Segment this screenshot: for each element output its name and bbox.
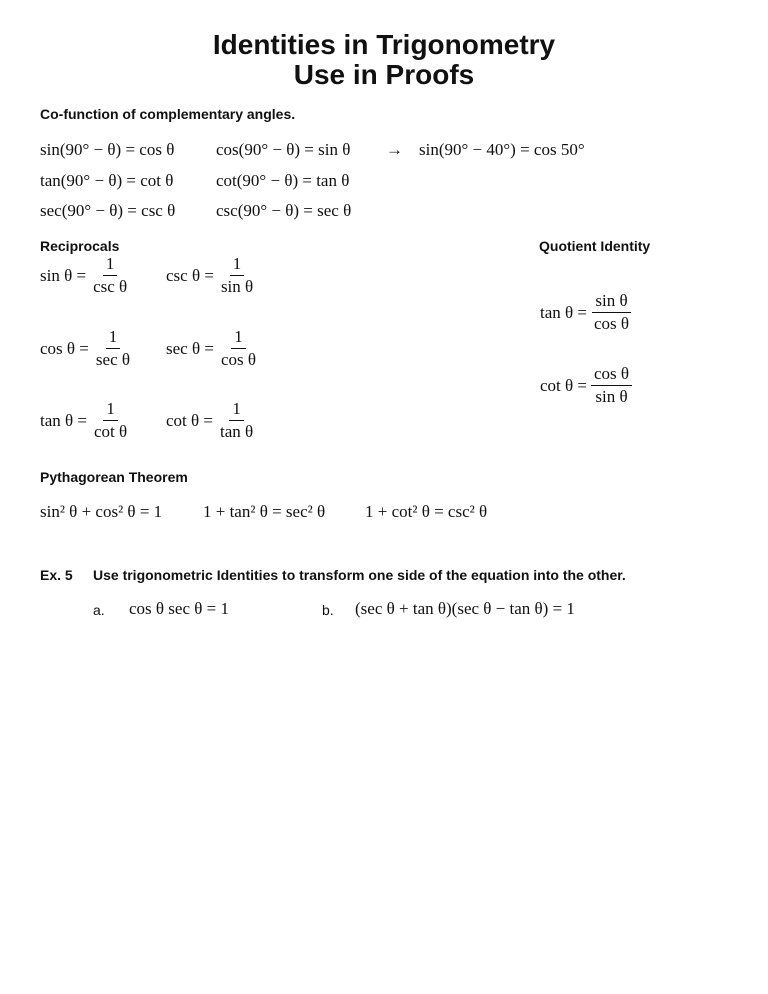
fraction [218, 254, 256, 297]
fraction-numerator: 1 [103, 254, 118, 276]
page-subtitle: Use in Proofs [293, 59, 475, 90]
pythagorean-identity: sin² θ + cos² θ = 1 [40, 502, 163, 521]
fraction-denominator: cos θ [594, 314, 630, 333]
part-label: a. [93, 602, 105, 618]
fraction [591, 291, 632, 334]
fraction-numerator: sin θ [592, 291, 630, 313]
identity-lhs: sec θ = [166, 338, 214, 358]
reciprocal-identity [166, 399, 256, 442]
identity-lhs: cot θ = [166, 410, 213, 430]
fraction-denominator: sec θ [95, 350, 131, 369]
example-instruction: Use trigonometric Identities to transform one side of the equation into the other. [93, 567, 626, 583]
cofunction-identity: cos(90° − θ) = sin θ [216, 140, 351, 159]
fraction [93, 327, 133, 370]
reciprocal-identity [166, 254, 256, 297]
cofunction-example: sin(90° − 40°) = cos 50° [419, 140, 585, 159]
example-label: Ex. 5 [40, 567, 73, 583]
fraction-numerator: 1 [103, 399, 118, 421]
pythagorean-heading: Pythagorean Theorem [40, 469, 188, 485]
fraction [217, 399, 256, 442]
fraction-denominator: sin θ [595, 387, 628, 406]
identity-lhs: cot θ = [540, 375, 587, 395]
reciprocal-identity [40, 254, 130, 297]
fraction-denominator: sin θ [220, 277, 254, 296]
reciprocal-identity [40, 327, 133, 370]
quotient-heading: Quotient Identity [539, 238, 651, 254]
reciprocal-identity [40, 399, 130, 442]
identity-lhs: csc θ = [166, 265, 214, 285]
quotient-identity [540, 364, 632, 407]
reciprocals-heading: Reciprocals [40, 238, 120, 254]
part-expression: (sec θ + tan θ)(sec θ − tan θ) = 1 [355, 599, 575, 618]
identity-lhs: cos θ = [40, 338, 89, 358]
cofunction-heading: Co-function of complementary angles. [40, 106, 296, 122]
page-title: Identities in Trigonometry [212, 29, 556, 60]
reciprocal-identity [166, 327, 259, 370]
fraction-numerator: 1 [231, 327, 246, 349]
fraction-numerator: 1 [106, 327, 121, 349]
cofunction-identity: sin(90° − θ) = cos θ [40, 140, 175, 159]
fraction-denominator: csc θ [93, 277, 128, 296]
fraction-numerator: 1 [230, 254, 245, 276]
cofunction-identity: tan(90° − θ) = cot θ [40, 171, 174, 190]
fraction [591, 364, 632, 407]
fraction-denominator: tan θ [220, 422, 254, 441]
cofunction-identity: cot(90° − θ) = tan θ [216, 171, 350, 190]
pythagorean-identity: 1 + tan² θ = sec² θ [203, 502, 326, 521]
fraction-numerator: cos θ [591, 364, 632, 386]
arrow-icon: → [386, 140, 403, 159]
identity-lhs: tan θ = [40, 410, 87, 430]
part-label: b. [322, 602, 334, 618]
fraction-numerator: 1 [229, 399, 244, 421]
fraction-denominator: cos θ [220, 350, 256, 369]
pythagorean-identity: 1 + cot² θ = csc² θ [365, 502, 488, 521]
quotient-identity [540, 291, 632, 334]
fraction [218, 327, 259, 370]
identity-lhs: tan θ = [540, 302, 587, 322]
fraction [91, 399, 130, 442]
fraction [90, 254, 130, 297]
fraction-denominator: cot θ [94, 422, 128, 441]
cofunction-identity: csc(90° − θ) = sec θ [216, 201, 352, 220]
identity-lhs: sin θ = [40, 265, 87, 285]
part-expression: cos θ sec θ = 1 [129, 599, 229, 618]
cofunction-identity: sec(90° − θ) = csc θ [40, 201, 176, 220]
